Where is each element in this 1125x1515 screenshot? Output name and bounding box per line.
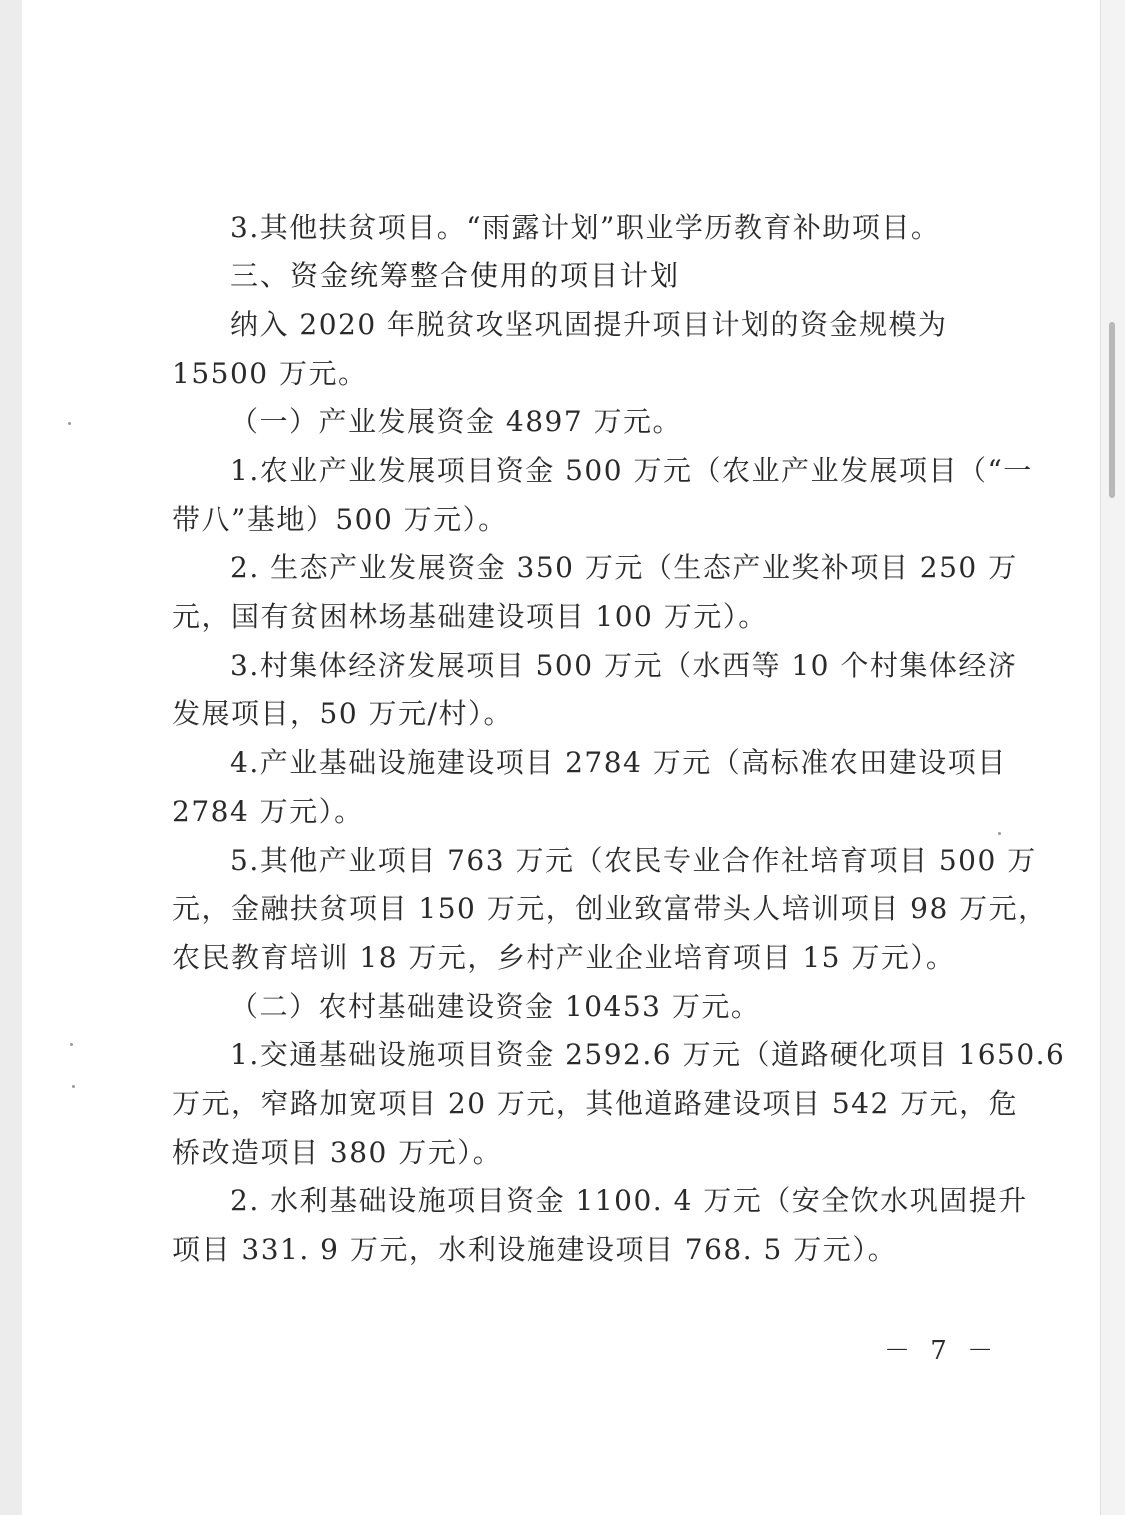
text-line-eco-cont: 元，国有贫困林场基础建设项目 100 万元）。: [172, 600, 768, 633]
text-line-village-cont: 发展项目，50 万元/村）。: [172, 697, 513, 730]
text-line-water-cont: 项目 331. 9 万元，水利设施建设项目 768. 5 万元）。: [172, 1233, 898, 1266]
text-line-fund-scale: 纳入 2020 年脱贫攻坚巩固提升项目计划的资金规模为: [230, 308, 948, 341]
text-line-transport-cont2: 桥改造项目 380 万元）。: [172, 1136, 503, 1169]
scan-speck: [70, 1043, 73, 1046]
text-line-agri-cont: 带八”基地）500 万元）。: [172, 503, 508, 536]
scan-speck: [72, 1085, 75, 1088]
scrollbar-track[interactable]: [1100, 0, 1125, 1515]
text-line-transport: 1.交通基础设施项目资金 2592.6 万元（道路硬化项目 1650.6: [230, 1038, 1066, 1071]
text-line-infra-industry-cont: 2784 万元）。: [172, 795, 364, 828]
left-margin: [0, 0, 22, 1515]
text-line-agri: 1.农业产业发展项目资金 500 万元（农业产业发展项目（“一: [230, 454, 1033, 487]
text-line-eco: 2. 生态产业发展资金 350 万元（生态产业奖补项目 250 万: [230, 551, 1018, 584]
subheading-rural-infra: （二）农村基础建设资金 10453 万元。: [230, 990, 761, 1023]
text-line-fund-scale-cont: 15500 万元。: [172, 357, 368, 390]
scan-speck: [68, 422, 71, 425]
text-line-other-projects: 3.其他扶贫项目。“雨露计划”职业学历教育补助项目。: [230, 211, 941, 244]
text-line-transport-cont1: 万元，窄路加宽项目 20 万元，其他道路建设项目 542 万元，危: [172, 1087, 1019, 1120]
subheading-industry: （一）产业发展资金 4897 万元。: [230, 405, 683, 438]
section-heading: 三、资金统筹整合使用的项目计划: [230, 259, 681, 292]
text-line-other-industry-cont2: 农民教育培训 18 万元，乡村产业企业培育项目 15 万元）。: [172, 941, 956, 974]
scrollbar-thumb[interactable]: [1109, 322, 1115, 498]
page-number: － 7 －: [884, 1336, 1000, 1366]
text-line-other-industry: 5.其他产业项目 763 万元（农民专业合作社培育项目 500 万: [230, 844, 1037, 877]
text-line-other-industry-cont1: 元，金融扶贫项目 150 万元，创业致富带头人培训项目 98 万元，: [172, 892, 1048, 925]
text-line-village: 3.村集体经济发展项目 500 万元（水西等 10 个村集体经济: [230, 649, 1018, 682]
scan-speck: [998, 832, 1001, 835]
text-line-water: 2. 水利基础设施项目资金 1100. 4 万元（安全饮水巩固提升: [230, 1184, 1028, 1217]
document-page: [22, 0, 1101, 1515]
text-line-infra-industry: 4.产业基础设施建设项目 2784 万元（高标准农田建设项目: [230, 746, 1007, 779]
